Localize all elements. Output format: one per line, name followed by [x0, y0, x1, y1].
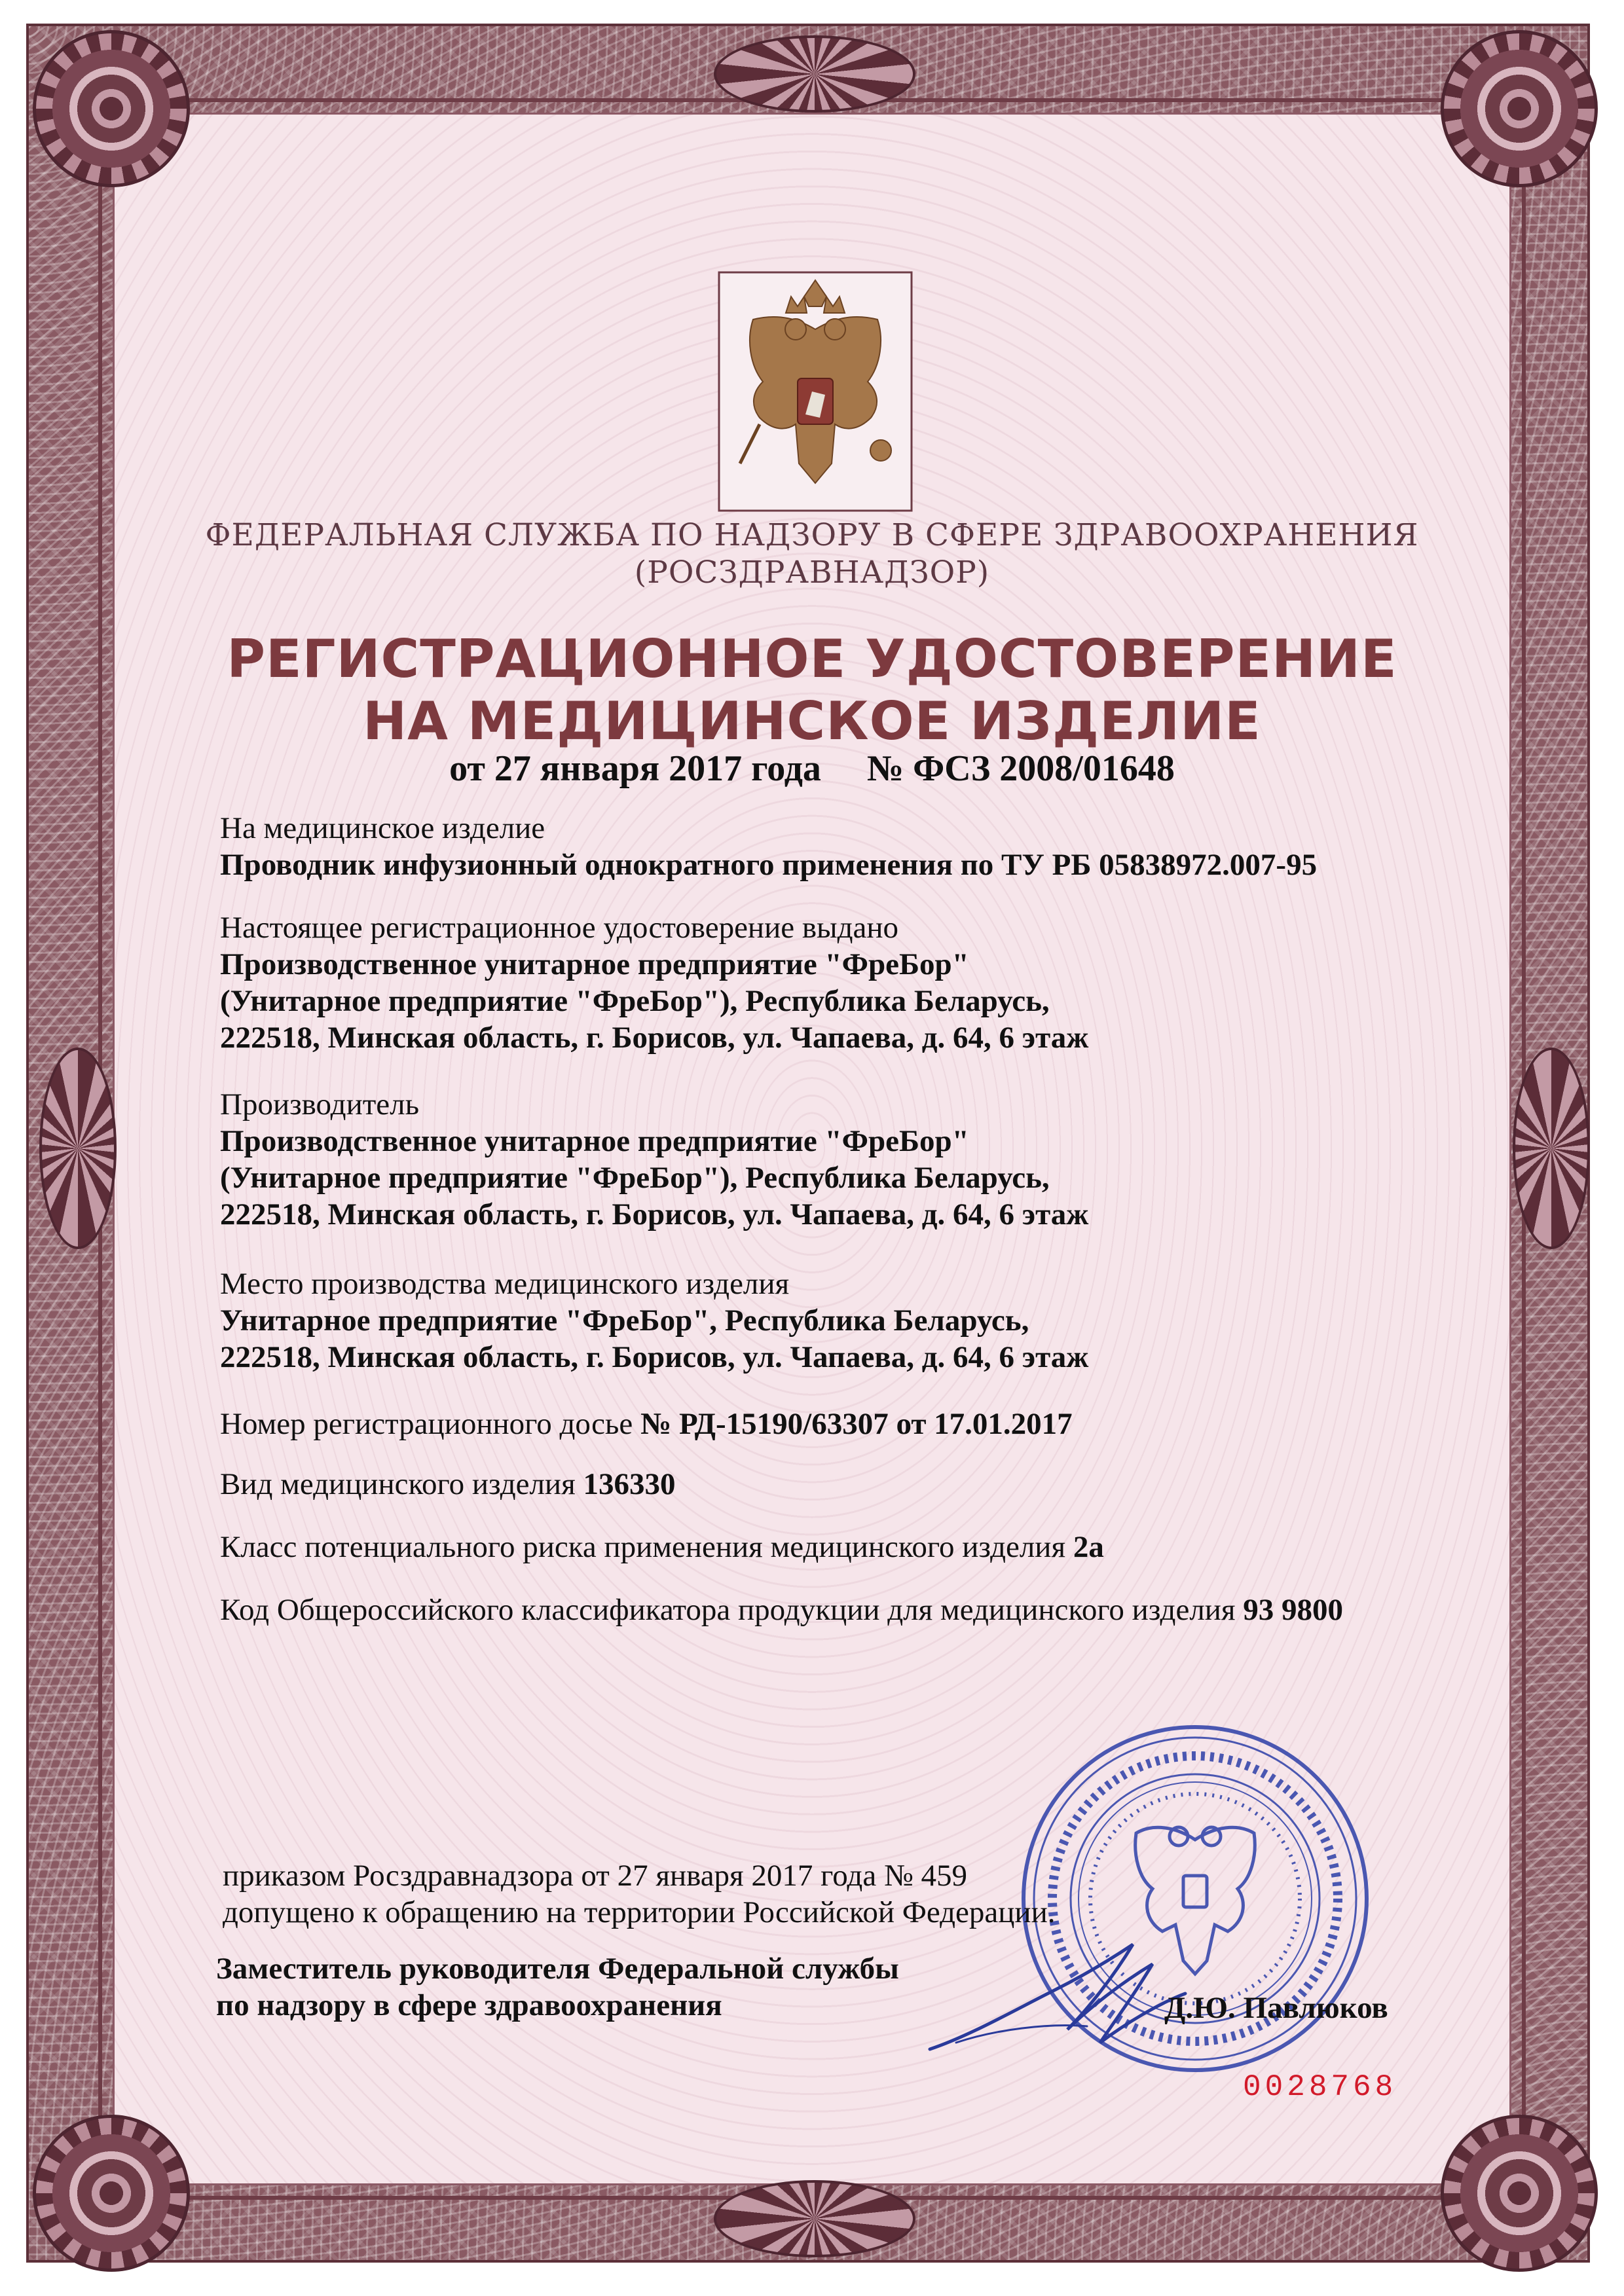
- agency-name: ФЕДЕРАЛЬНАЯ СЛУЖБА ПО НАДЗОРУ В СФЕРЕ ЗДРАВООХРАНЕНИЯ: [205, 517, 1419, 553]
- manufacturer-line: (Унитарное предприятие "ФреБор"), Республика Беларусь,: [220, 1161, 1050, 1195]
- okp-code-row: [220, 1592, 1343, 1628]
- issued-to-label: Настоящее регистрационное удостоверение выдано: [220, 911, 899, 945]
- form-serial-number: 0028768: [1243, 2070, 1397, 2104]
- okp-code-value: 93 9800: [1243, 1593, 1344, 1627]
- handwritten-signature: [917, 1931, 1192, 2075]
- top-ornament: [714, 35, 915, 113]
- issue-date: от 27 января 2017 года: [449, 748, 821, 789]
- certificate-title: РЕГИСТРАЦИОННОЕ УДОСТОВЕРЕНИЕ: [227, 629, 1397, 689]
- corner-rosette-bottom-right: [1441, 2115, 1598, 2272]
- risk-class-label: Класс потенциального риска применения медицинского изделия: [220, 1530, 1066, 1564]
- dossier-row: [220, 1406, 1073, 1442]
- okp-code-label: Код Общероссийского классификатора продукции для медицинского изделия: [220, 1593, 1236, 1627]
- corner-rosette-bottom-left: [33, 2115, 190, 2272]
- signatory-position-line1: Заместитель руководителя Федеральной службы: [216, 1952, 899, 1986]
- risk-class-value: 2а: [1073, 1530, 1104, 1564]
- issued-to-line: 222518, Минская область, г. Борисов, ул. Чапаева, д. 64, 6 этаж: [220, 1021, 1089, 1055]
- order-approval: допущено к обращению на территории Российской Федерации.: [223, 1895, 1056, 1929]
- device-name: Проводник инфузионный однократного применения по ТУ РБ 05838972.007-95: [220, 848, 1318, 882]
- bottom-ornament: [714, 2180, 915, 2257]
- device-type-label: Вид медицинского изделия: [220, 1467, 576, 1501]
- certificate-number: № ФСЗ 2008/01648: [866, 748, 1175, 789]
- manufacturer-label: Производитель: [220, 1087, 420, 1121]
- order-reference: приказом Росздравнадзора от 27 января 2017 года № 459: [223, 1859, 968, 1893]
- device-label: На медицинское изделие: [220, 811, 545, 845]
- dossier-number: № РД-15190/63307 от 17.01.2017: [640, 1407, 1073, 1441]
- signatory-position-line2: по надзору в сфере здравоохранения: [216, 1988, 722, 2022]
- device-type-code: 136330: [583, 1467, 676, 1501]
- signatory-name: Д.Ю. Павлюков: [1164, 1991, 1388, 2025]
- manufacturer-line: 222518, Минская область, г. Борисов, ул. Чапаева, д. 64, 6 этаж: [220, 1197, 1089, 1231]
- device-type-row: [220, 1467, 675, 1502]
- agency-abbreviation: (РОСЗДРАВНАДЗОР): [634, 555, 990, 591]
- issue-dateline: [196, 748, 1428, 790]
- dossier-label: Номер регистрационного досье: [220, 1407, 633, 1441]
- issued-to-line: Производственное унитарное предприятие "ФреБор": [220, 947, 969, 981]
- issued-to-line: (Унитарное предприятие "ФреБор"), Республика Беларусь,: [220, 984, 1050, 1018]
- manufacturer-line: Производственное унитарное предприятие "ФреБор": [220, 1124, 969, 1158]
- corner-rosette-top-left: [33, 30, 190, 187]
- corner-rosette-top-right: [1441, 30, 1598, 187]
- production-site-line: Унитарное предприятие "ФреБор", Республика Беларусь,: [220, 1303, 1029, 1338]
- side-ornament-left: [39, 1048, 117, 1249]
- side-ornament-right: [1513, 1048, 1590, 1249]
- certificate-subtitle: НА МЕДИЦИНСКОЕ ИЗДЕЛИЕ: [363, 691, 1261, 752]
- russian-coat-of-arms-icon: [714, 267, 917, 516]
- risk-class-row: [220, 1529, 1104, 1565]
- production-site-line: 222518, Минская область, г. Борисов, ул. Чапаева, д. 64, 6 этаж: [220, 1340, 1089, 1374]
- production-site-label: Место производства медицинского изделия: [220, 1267, 790, 1301]
